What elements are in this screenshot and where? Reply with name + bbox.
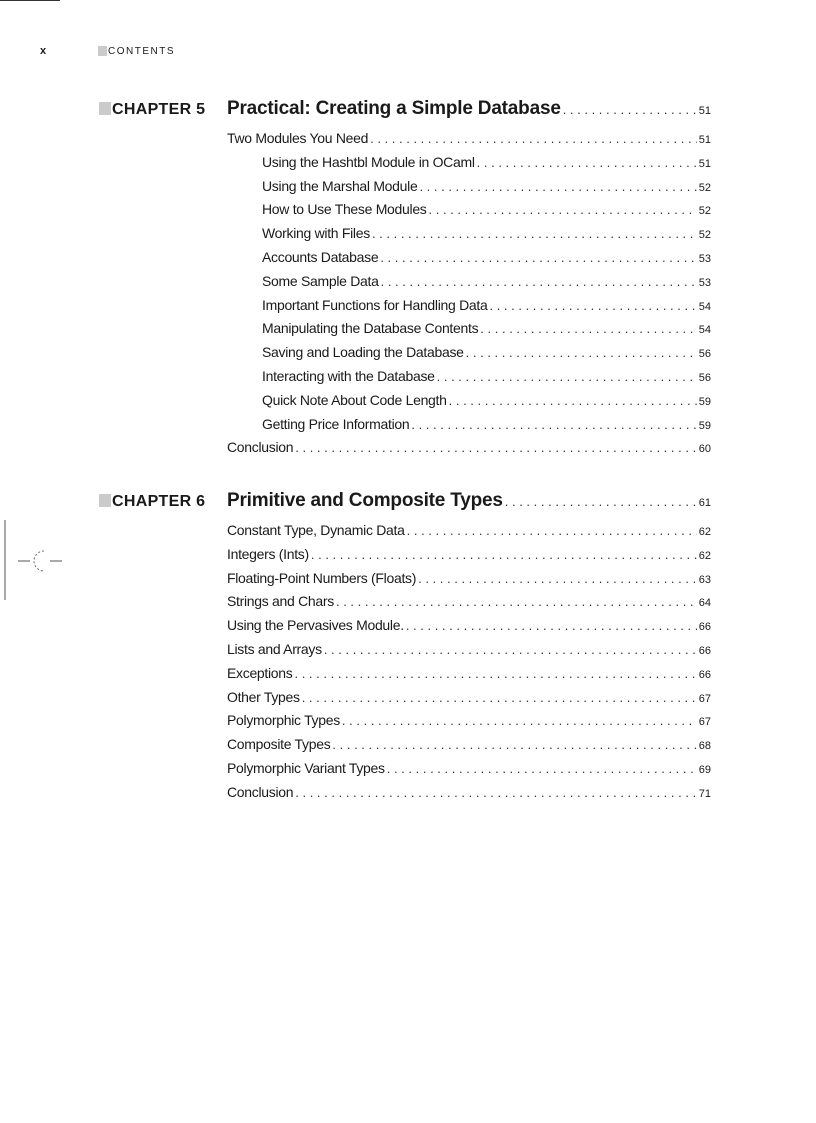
toc-entry-title: Polymorphic Variant Types xyxy=(227,759,385,776)
dot-leader xyxy=(449,393,697,408)
toc-entry-title: How to Use These Modules xyxy=(262,201,427,218)
toc-entry[interactable] xyxy=(227,712,711,736)
toc-entry-title: Polymorphic Types xyxy=(227,712,340,729)
dot-leader xyxy=(480,321,696,336)
toc-entry[interactable] xyxy=(227,641,711,665)
dot-leader xyxy=(418,571,697,586)
crop-mark-icon xyxy=(0,520,70,600)
toc-entry-page: 69 xyxy=(698,763,711,776)
dot-leader xyxy=(372,226,697,241)
toc-entry-title: Strings and Chars xyxy=(227,593,334,610)
toc-entry-page: 52 xyxy=(698,229,711,242)
dot-leader xyxy=(419,179,696,194)
toc-entry-page: 66 xyxy=(698,621,711,634)
dot-leader xyxy=(342,713,697,728)
top-rule xyxy=(0,0,60,1)
dot-leader xyxy=(295,785,696,800)
toc-entry-page: 62 xyxy=(698,526,711,538)
toc-entry-title: Accounts Database xyxy=(262,248,379,265)
toc-entry[interactable] xyxy=(227,689,711,713)
toc-entry-page: 67 xyxy=(698,692,711,705)
dot-leader xyxy=(466,345,697,360)
toc-entry[interactable] xyxy=(227,273,711,297)
toc-entries xyxy=(227,130,711,463)
toc-entry[interactable] xyxy=(227,320,711,344)
dot-leader xyxy=(336,594,697,609)
running-head: CONTENTS xyxy=(108,45,175,57)
toc-entry[interactable] xyxy=(227,439,711,463)
toc-entry-title: Lists and Arrays xyxy=(227,640,322,657)
toc-entry-title: Important Functions for Handling Data xyxy=(262,296,488,313)
toc-entry[interactable] xyxy=(227,392,711,416)
toc-entry[interactable] xyxy=(227,665,711,689)
chapter-5 xyxy=(99,98,711,463)
dot-leader xyxy=(311,547,697,562)
chapter-page: 51 xyxy=(698,105,711,117)
chapter-page: 61 xyxy=(698,497,711,509)
dot-leader xyxy=(437,369,697,384)
toc-entry-page: 53 xyxy=(698,276,711,289)
toc-entry[interactable] xyxy=(227,416,711,440)
toc-entry-page: 54 xyxy=(698,300,711,313)
chapter-heading[interactable] xyxy=(99,98,711,124)
toc-entry-title: Using the Hashtbl Module in OCaml xyxy=(262,153,475,170)
toc-entry-page: 52 xyxy=(698,181,711,194)
dot-leader xyxy=(380,250,696,265)
toc-entry-page: 63 xyxy=(698,573,711,586)
toc-entry-page: 68 xyxy=(698,740,711,753)
toc-entry-title: Exceptions xyxy=(227,664,293,681)
shaded-square-icon xyxy=(99,102,111,115)
toc-entry[interactable] xyxy=(227,736,711,760)
toc-entry-page: 52 xyxy=(698,205,711,218)
toc-entry-page: 54 xyxy=(698,324,711,337)
page-header xyxy=(40,44,175,58)
toc-entry-title: Using the Marshal Module xyxy=(262,177,418,194)
toc-entry-page: 71 xyxy=(698,787,711,800)
dot-leader xyxy=(294,666,696,681)
toc-entry-title: Interacting with the Database xyxy=(262,367,435,384)
dot-leader xyxy=(370,131,697,146)
chapter-title: Primitive and Composite Types xyxy=(227,490,503,511)
toc-entry[interactable] xyxy=(227,154,711,178)
toc-entry[interactable] xyxy=(227,368,711,392)
toc-entry-title: Some Sample Data xyxy=(262,272,379,289)
dot-leader xyxy=(429,202,697,217)
toc-entry-page: 60 xyxy=(698,443,711,456)
dot-leader xyxy=(505,494,697,509)
dot-leader xyxy=(489,298,696,313)
dot-leader xyxy=(295,440,696,455)
toc-entry[interactable] xyxy=(227,784,711,808)
toc-entry-title: Two Modules You Need xyxy=(227,130,369,146)
toc-entry-page: 64 xyxy=(698,597,711,610)
toc-entry-title: Other Types xyxy=(227,688,300,705)
toc-entry[interactable] xyxy=(227,130,711,154)
page-number: x xyxy=(40,45,47,57)
dot-leader xyxy=(407,523,697,538)
toc-entry-title: Manipulating the Database Contents xyxy=(262,320,479,337)
toc-entry-title: Conclusion xyxy=(227,783,294,800)
toc-entry-page: 59 xyxy=(698,419,711,432)
toc-entry-title: Composite Types xyxy=(227,736,331,753)
dot-leader xyxy=(406,618,697,633)
toc-entry-page: 66 xyxy=(698,668,711,681)
toc-entry[interactable] xyxy=(227,225,711,249)
chapter-label: CHAPTER 5 xyxy=(99,101,227,119)
shaded-square-icon xyxy=(99,494,111,507)
toc-entry-title: Quick Note About Code Length xyxy=(262,391,447,408)
toc-entry[interactable] xyxy=(227,178,711,202)
toc-entry[interactable] xyxy=(227,546,711,570)
dot-leader xyxy=(324,642,697,657)
toc-entry[interactable] xyxy=(227,344,711,368)
toc-entry-title: Floating-Point Numbers (Floats) xyxy=(227,569,417,586)
toc-entries xyxy=(227,522,711,808)
shaded-square-icon xyxy=(98,46,107,56)
toc-entry[interactable] xyxy=(227,760,711,784)
toc-entry-title: Working with Files xyxy=(262,225,370,242)
dot-leader xyxy=(563,102,697,117)
toc-entry-page: 59 xyxy=(698,395,711,408)
toc-entry-page: 53 xyxy=(698,252,711,265)
dot-leader xyxy=(332,737,696,752)
chapter-6 xyxy=(99,490,711,808)
toc-entry-page: 51 xyxy=(698,134,711,146)
dot-leader xyxy=(381,274,697,289)
chapter-heading[interactable] xyxy=(99,490,711,516)
toc-entry-title: Integers (Ints) xyxy=(227,545,309,562)
toc-entry-title: Saving and Loading the Database xyxy=(262,344,464,361)
toc-entry[interactable] xyxy=(227,297,711,321)
dot-leader xyxy=(411,417,696,432)
toc-entry-page: 66 xyxy=(698,644,711,657)
toc-entry-page: 67 xyxy=(698,716,711,729)
dot-leader xyxy=(387,761,697,776)
toc-entry[interactable] xyxy=(227,522,711,546)
toc-entry[interactable] xyxy=(227,593,711,617)
chapter-label: CHAPTER 6 xyxy=(99,493,227,511)
dot-leader xyxy=(302,690,697,705)
toc-entry-page: 56 xyxy=(698,371,711,384)
toc-entry[interactable] xyxy=(227,249,711,273)
toc-entry-title: Getting Price Information xyxy=(262,415,410,432)
dot-leader xyxy=(477,155,697,170)
toc-entry-title: Using the Pervasives Module. xyxy=(227,617,404,634)
toc-entry[interactable] xyxy=(227,570,711,594)
toc-entry-page: 62 xyxy=(698,549,711,562)
toc-entry[interactable] xyxy=(227,201,711,225)
toc-entry-title: Conclusion xyxy=(227,439,294,456)
toc-entry-page: 56 xyxy=(698,348,711,361)
chapter-title: Practical: Creating a Simple Database xyxy=(227,98,561,119)
toc-entry-page: 51 xyxy=(698,157,711,170)
toc-entry-title: Constant Type, Dynamic Data xyxy=(227,522,405,538)
toc-entry[interactable] xyxy=(227,617,711,641)
